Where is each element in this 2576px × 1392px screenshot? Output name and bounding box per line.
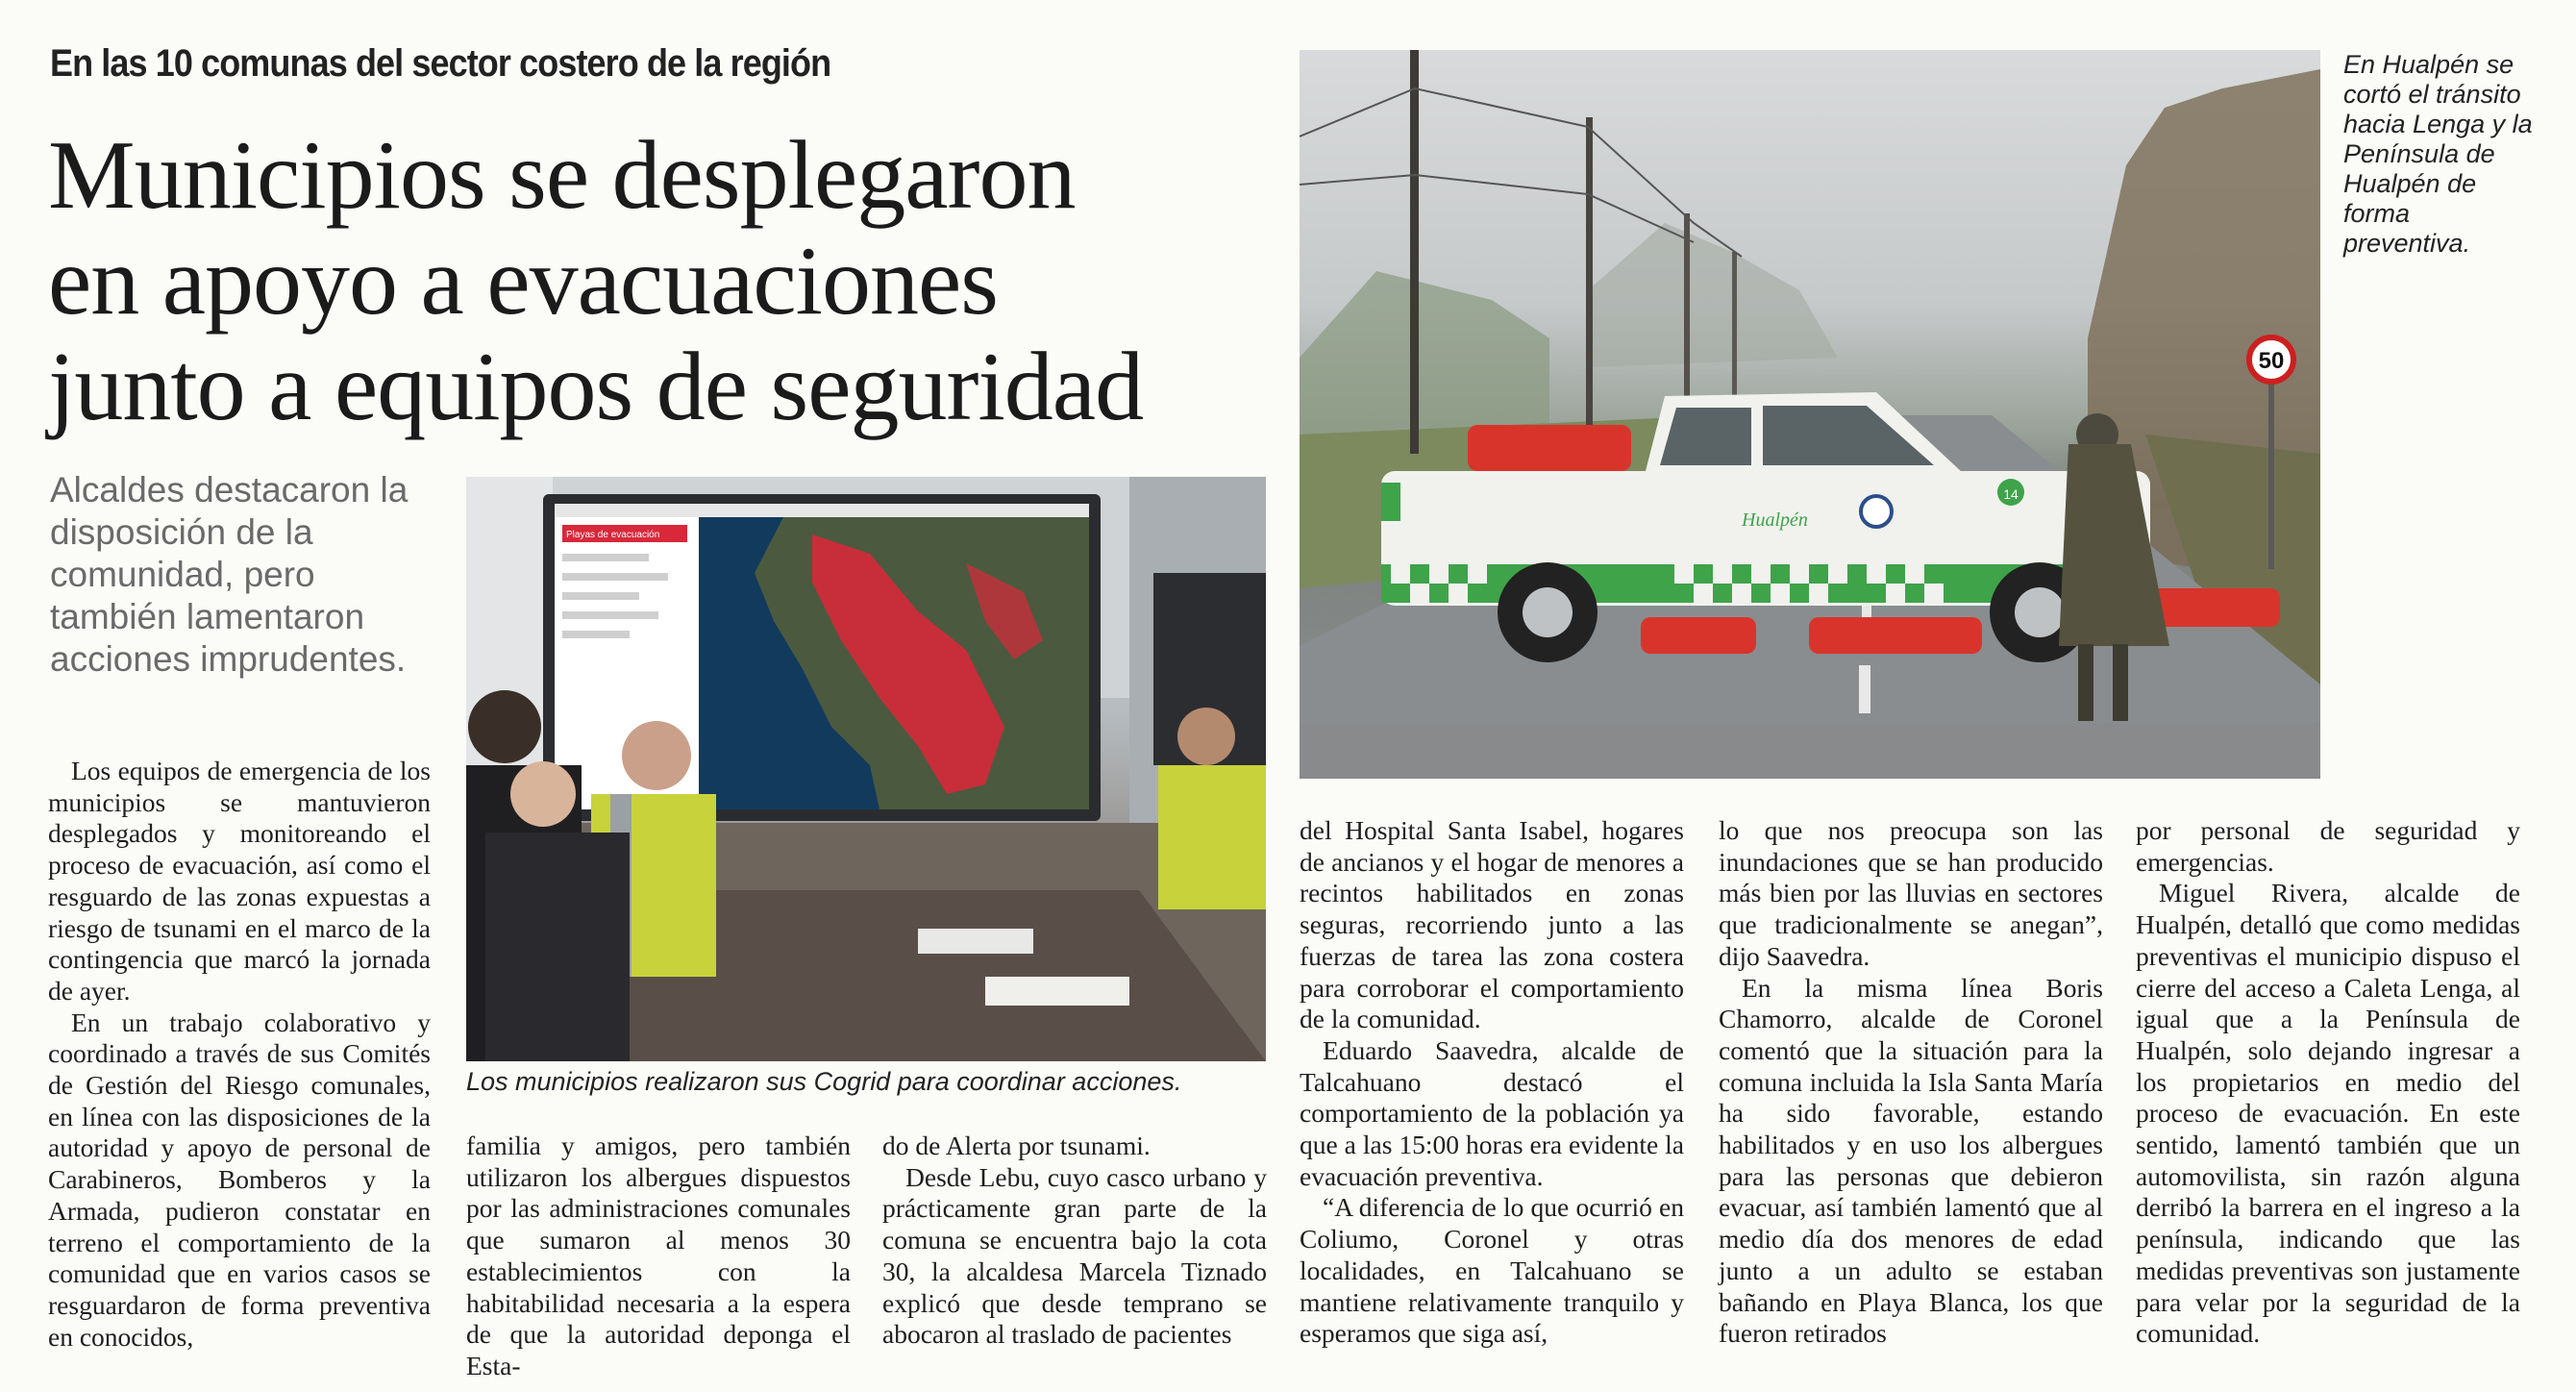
truck-logo: Hualpén [1742, 510, 1808, 531]
headline-line-1: Municipios se desplegaron [48, 121, 1076, 230]
roadblock-photo-illustration [1300, 50, 2320, 779]
paragraph: del Hospital Santa Isabel, hogares de ancianos y el hogar de menores a recintos habilitados en zonas seguras, recorriendo junto a las fuerzas de tarea las zona costera para corroborar el comportamiento de la comunidad. [1300, 815, 1684, 1034]
roadblock-photo [1300, 50, 2320, 779]
speed-limit-sign: 50 [2258, 348, 2285, 374]
paragraph: Los equipos de emergencia de los municipios se mantuvieron desplegados y monitoreando el proceso de evacuación, así como el resguardo de las zonas expuestas a riesgo de tsunami en el marco de la contingencia que marcó la jornada de ayer. [48, 756, 431, 1006]
article-column-2 [466, 1131, 851, 1382]
paragraph: En la misma línea Boris Chamorro, alcalde de Coronel comentó que la situación para la comuna incluida la Isla Santa María ha sido favorable, estando habilitados y en uso los albergues para las personas que debieron evacuar, así también lamentó que al medio día dos menores de edad junto a un adulto se estaban bañando en Playa Blanca, los que fueron retirados [1719, 972, 2103, 1349]
paragraph: por personal de seguridad y emergencias. [2136, 815, 2520, 877]
meeting-photo-caption: Los municipios realizaron sus Cogrid para coordinar acciones. [466, 1067, 1182, 1096]
article-column-3 [882, 1131, 1267, 1351]
paragraph: “A diferencia de lo que ocurrió en Coliumo, Coronel y otras localidades, en Talcahuano se mantiene relativamente tranquilo y esperamos que siga así, [1300, 1192, 1684, 1349]
meeting-photo-illustration [466, 477, 1266, 1061]
article-column-5 [1719, 815, 2103, 1350]
paragraph: En un trabajo colaborativo y coordinado a través de sus Comités de Gestión del Riesgo comunales, en línea con las disposiciones de la autoridad y apoyo de personal de Carabineros, Bomberos y la Armada, pudieron constatar en terreno el comportamiento de la comunidad que en varios casos se resguardaron de forma preventiva en conocidos, [48, 1007, 431, 1352]
paragraph: familia y amigos, pero también utilizaron los albergues dispuestos por las administraciones comunales que sumaron al menos 30 establecimientos con la habitabilidad necesaria a la espera de que la autoridad deponga el Esta- [466, 1131, 851, 1380]
paragraph: Miguel Rivera, alcalde de Hualpén, detalló que como medidas preventivas el municipio dispuso el cierre del acceso a Caleta Lenga, al igual que a la Península de Hualpén, solo dejando ingresar a los propietarios en medio del proceso de evacuación. En este sentido, lamentó también que un automovilista, sin razón alguna derribó la barrera en el ingreso a la península, indicando que las medidas preventivas son justamente para velar por la seguridad de la comunidad. [2136, 878, 2520, 1349]
paragraph: lo que nos preocupa son las inundaciones que se han producido más bien por las lluvias en sectores que tradicionalmente se anegan”, dijo Saavedra. [1719, 815, 2103, 971]
deck: Alcaldes destacaron la disposición de la comunidad, pero también lamentaron acciones imprudentes. [50, 470, 409, 679]
paragraph: Eduardo Saavedra, alcalde de Talcahuano destacó el comportamiento de la población ya que a las 15:00 horas era evidente la evacuación preventiva. [1300, 1034, 1684, 1191]
roadblock-photo-caption: En Hualpén se cortó el tránsito hacia Lenga y la Península de Hualpén de forma preventiva. [2343, 50, 2533, 258]
headline-line-3: junto a equipos de seguridad [48, 333, 1144, 441]
article-column-1 [48, 756, 431, 1353]
meeting-photo [466, 477, 1266, 1061]
truck-number: 14 [2003, 486, 2019, 502]
screen-title: Playas de evacuación [566, 530, 660, 540]
article-column-4 [1300, 815, 1684, 1350]
paragraph: do de Alerta por tsunami. [882, 1131, 1151, 1160]
paragraph: Desde Lebu, cuyo casco urbano y prácticamente gran parte de la comuna se encuentra bajo la cota 30, la alcaldesa Marcela Tiznado explicó que desde temprano se abocaron al traslado de pacientes [882, 1161, 1267, 1350]
article-column-6 [2136, 815, 2520, 1350]
kicker: En las 10 comunas del sector costero de la región [50, 42, 831, 85]
headline-line-2: en apoyo a evacuaciones [48, 227, 998, 336]
headline [48, 123, 1298, 440]
